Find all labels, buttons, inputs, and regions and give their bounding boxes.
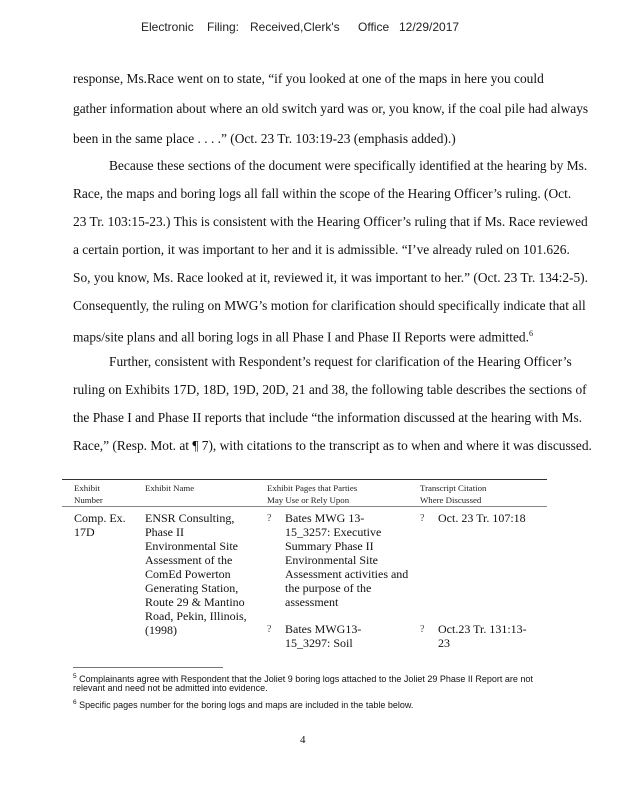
cell-pages-entry: Bates MWG 13- 15_3257: Executive Summary Phase II Environmental Site Assessment activities and the purpose of the assessment <box>285 511 409 609</box>
body-line: response, Ms.Race went on to state, “if you looked at one of the maps in here you could <box>73 71 544 86</box>
cell-exhibit-number: Comp. Ex. 17D <box>74 511 126 539</box>
col-header-citation: Transcript Citation Where Discussed <box>420 483 487 505</box>
header-date: 12/29/2017 <box>399 20 460 34</box>
col-header-name: Exhibit Name <box>145 483 195 493</box>
efiling-header <box>0 20 618 36</box>
header-received: Received,Clerk's <box>250 20 340 34</box>
col-header-pages: Exhibit Pages that Parties May Use or Rely Upon <box>267 483 358 505</box>
body-line: Race, the maps and boring logs all fall within the scope of the Hearing Officer’s ruling. (Oct. <box>73 186 572 201</box>
cell-citation-entry: Oct.23 Tr. 131:13- 23 <box>438 622 527 650</box>
body-line: Further, consistent with Respondent’s request for clarification of the Hearing Officer’s <box>109 354 572 369</box>
body-line: Race,” (Resp. Mot. at ¶ 7), with citations to the transcript as to when and where it was discussed. <box>73 438 592 453</box>
body-line: a certain portion, it was important to her and it is admissible. “I’ve already ruled on 101.626. <box>73 242 570 257</box>
footnote-separator <box>73 667 223 668</box>
footnote-5: $^5$ Complainants agree with Respondent that the Joliet 9 boring logs attached to the Joliet 29 Phase II Report are not <box>73 673 533 684</box>
header-electronic: Electronic <box>141 20 194 34</box>
body-line: been in the same place . . . .” (Oct. 23 Tr. 103:19-23 (emphasis added).) <box>73 131 456 146</box>
table-top-rule <box>62 479 547 480</box>
col-header-exhibit: Exhibit Number <box>74 483 103 505</box>
bullet-icon: ? <box>420 624 425 635</box>
header-filing: Filing: <box>207 20 240 34</box>
body-line: 23 Tr. 103:15-23.) This is consistent with the Hearing Officer’s ruling that if Ms. Race reviewed <box>73 214 588 229</box>
footnote-ref: 6 <box>528 329 533 338</box>
body-line: gather information about where an old switch yard was or, you know, if the coal pile had always <box>73 101 589 116</box>
table-header-rule <box>62 506 547 507</box>
header-office: Office <box>358 20 390 34</box>
body-line: maps/site plans and all boring logs in all Phase I and Phase II Reports were admitted.$^6$ <box>73 329 533 345</box>
cell-exhibit-name: ENSR Consulting, Phase II Environmental Site Assessment of the ComEd Powerton Generating Station, Route 29 & Mantino Road, Pekin, Illinois, (1998) <box>145 511 247 637</box>
footnote-5-cont: relevant and need not be admitted into evidence. <box>73 683 268 693</box>
body-line: the Phase I and Phase II reports that include “the information discussed at the hearing with Ms. <box>73 410 583 425</box>
body-line: So, you know, Ms. Race looked at it, reviewed it, it was important to her.” (Oct. 23 Tr. 134:2-5). <box>73 270 588 285</box>
body-line: Because these sections of the document were specifically identified at the hearing by Ms. <box>109 158 588 173</box>
bullet-icon: ? <box>267 624 272 635</box>
footnote-6: $^6$ Specific pages number for the boring logs and maps are included in the table below. <box>73 699 414 710</box>
bullet-icon: ? <box>420 513 425 524</box>
page-number: 4 <box>300 734 306 746</box>
bullet-icon: ? <box>267 513 272 524</box>
body-line: ruling on Exhibits 17D, 18D, 19D, 20D, 21 and 38, the following table describes the sections of <box>73 382 587 397</box>
cell-citation-entry: Oct. 23 Tr. 107:18 <box>438 511 526 525</box>
cell-pages-entry: Bates MWG13- 15_3297: Soil <box>285 622 362 650</box>
body-line: Consequently, the ruling on MWG’s motion for clarification should specifically indicate that all <box>73 298 586 313</box>
